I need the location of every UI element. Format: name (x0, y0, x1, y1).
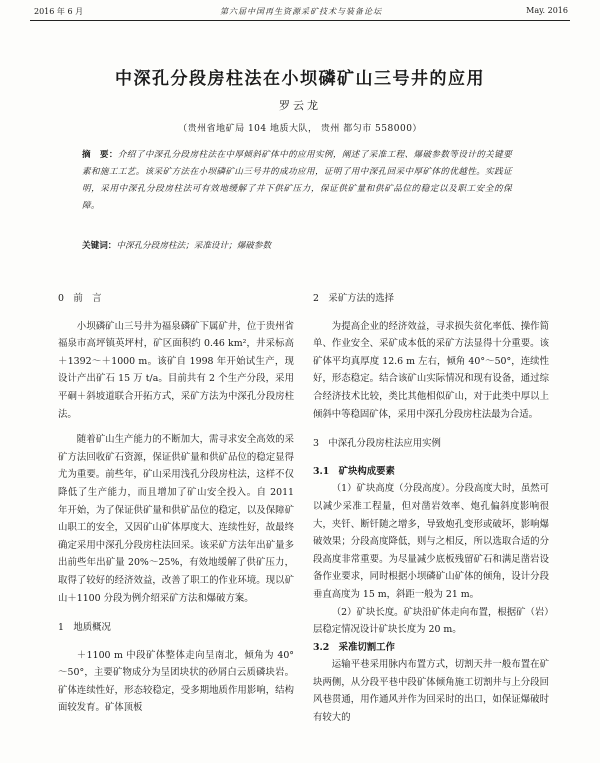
header-conference: 第六届中国再生资源采矿技术与装备论坛 (220, 7, 382, 16)
paragraph: ＋1100 m 中段矿体整体走向呈南北，倾角为 40°～50°，主要矿物成分为呈团块状的砂屑白云质磷块岩。矿体连续性好，形态较稳定，受多期地质作用影响，结构面较发育。矿体顶板 (58, 649, 294, 714)
abstract-label: 摘 要： (82, 150, 118, 160)
keywords (82, 239, 512, 251)
paragraph: 随着矿山生产能力的不断加大，需寻求安全高效的采矿方法回收矿石资源，保证供矿量和供矿品位的稳定显得尤为重要。前些年，矿山采用浅孔分段房柱法，这样不仅降低了生产能力，而且增加了矿山安全投入。自 2011 年开始，为了保证供矿量和供矿品位的稳定，以及保障矿山职工的安全，又因矿山矿体厚度大、连续性好，故最终确定采用中深孔分段房柱法回采。该采矿方法年出矿量多出前些年出矿量 20%～25%，有效地缓解了供矿压力，取得了较好的经济效益，改善了职工的作业环境。现以矿山＋1100 分段为例介绍采矿方法和爆破方案。 (58, 434, 294, 604)
keywords-label: 关键词： (82, 241, 117, 251)
section-heading-preface: 0 前 言 (58, 293, 102, 304)
paragraph: （2）矿块长度。矿块沿矿体走向布置，根据矿（岩）层稳定情况设计矿块长度为 20 m。 (313, 606, 549, 636)
paper-title: 中深孔分段房柱法在小坝磷矿山三号井的应用 (115, 69, 485, 89)
header-rule (30, 20, 570, 21)
subsection-heading: 3.1 矿块构成要素 (313, 465, 395, 477)
running-header (34, 4, 568, 18)
abstract-text: 介绍了中深孔分段房柱法在中厚倾斜矿体中的应用实例，阐述了采准工程、爆破参数等设计的关键要素和施工工艺。该采矿方法在小坝磷矿山三号井的成功应用，证明了用中深孔回采中厚矿体的优越性。实践证明，采用中深孔分段房柱法可有效地缓解了井下供矿压力，保证供矿量和供矿品位的稳定以及职工安全的保障。 (82, 150, 513, 211)
author: 罗云龙 (279, 99, 321, 112)
header-date-en: May. 2016 (526, 6, 568, 15)
section-heading-geology: 1 地质概况 (58, 622, 111, 634)
keywords-text: 中深孔分段房柱法；采准设计；爆破参数 (116, 241, 272, 251)
affiliation: （贵州省地矿局 104 地质大队， 贵州 都匀市 558000） (178, 124, 422, 134)
right-column (313, 290, 549, 727)
subsection-heading: 3.2 采准切割工作 (313, 641, 395, 653)
section-heading-method-selection: 2 采矿方法的选择 (313, 293, 394, 304)
paragraph: （1）矿块高度（分段高度）。分段高度大时，虽然可以减少采准工程量，但对凿岩效率、炮孔偏斜度影响很大，夹钎、断钎随之增多，导致炮孔变形或破坏，影响爆破效果；分段高度降低，则与之相反，所以选取合适的分段高度非常重要。为尽量减少底板残留矿石和满足凿岩设备作业要求，同时根据小坝磷矿山矿体的倾角，设计分段垂直高度为 15 m，斜距一般为 21 m。 (313, 483, 549, 600)
paragraph: 运输平巷采用脉内布置方式，切割天井一般布置在矿块两侧，从分段平巷中段矿体倾角施工切割井与上分段回风巷贯通，用作通风并作为回采时的出口，如保证爆破时有较大的 (313, 659, 549, 724)
paragraph: 为提高企业的经济效益，寻求损失贫化率低、操作简单、作业安全、采矿成本低的采矿方法显得十分重要。该矿体平均真厚度 12.6 m 左右，倾角 40°～50°，连续性好，形态稳定。结合该矿山实际情况和现有设备，通过综合经济技术比较，类比其他相似矿山，对于此类中厚以上倾斜中等稳固矿体，采用中深孔分段房柱法最为合适。 (313, 320, 549, 420)
left-column (58, 290, 294, 717)
abstract (82, 147, 512, 215)
section-heading-application: 3 中深孔分段房柱法应用实例 (313, 438, 441, 450)
header-date: 2016 年 6 月 (34, 7, 84, 16)
paragraph: 小坝磷矿山三号井为福泉磷矿下属矿井，位于贵州省福泉市高坪镇英坪村，矿区面积约 0.46 km²，井采标高＋1392～＋1000 m。该矿自 1998 年开始试生产，现设计产出矿石 15 万 t/a。目前共有 2 个生产分段，采用平硐＋斜坡道联合开拓方式，采矿方法为中深孔分段房柱法。 (58, 320, 294, 420)
